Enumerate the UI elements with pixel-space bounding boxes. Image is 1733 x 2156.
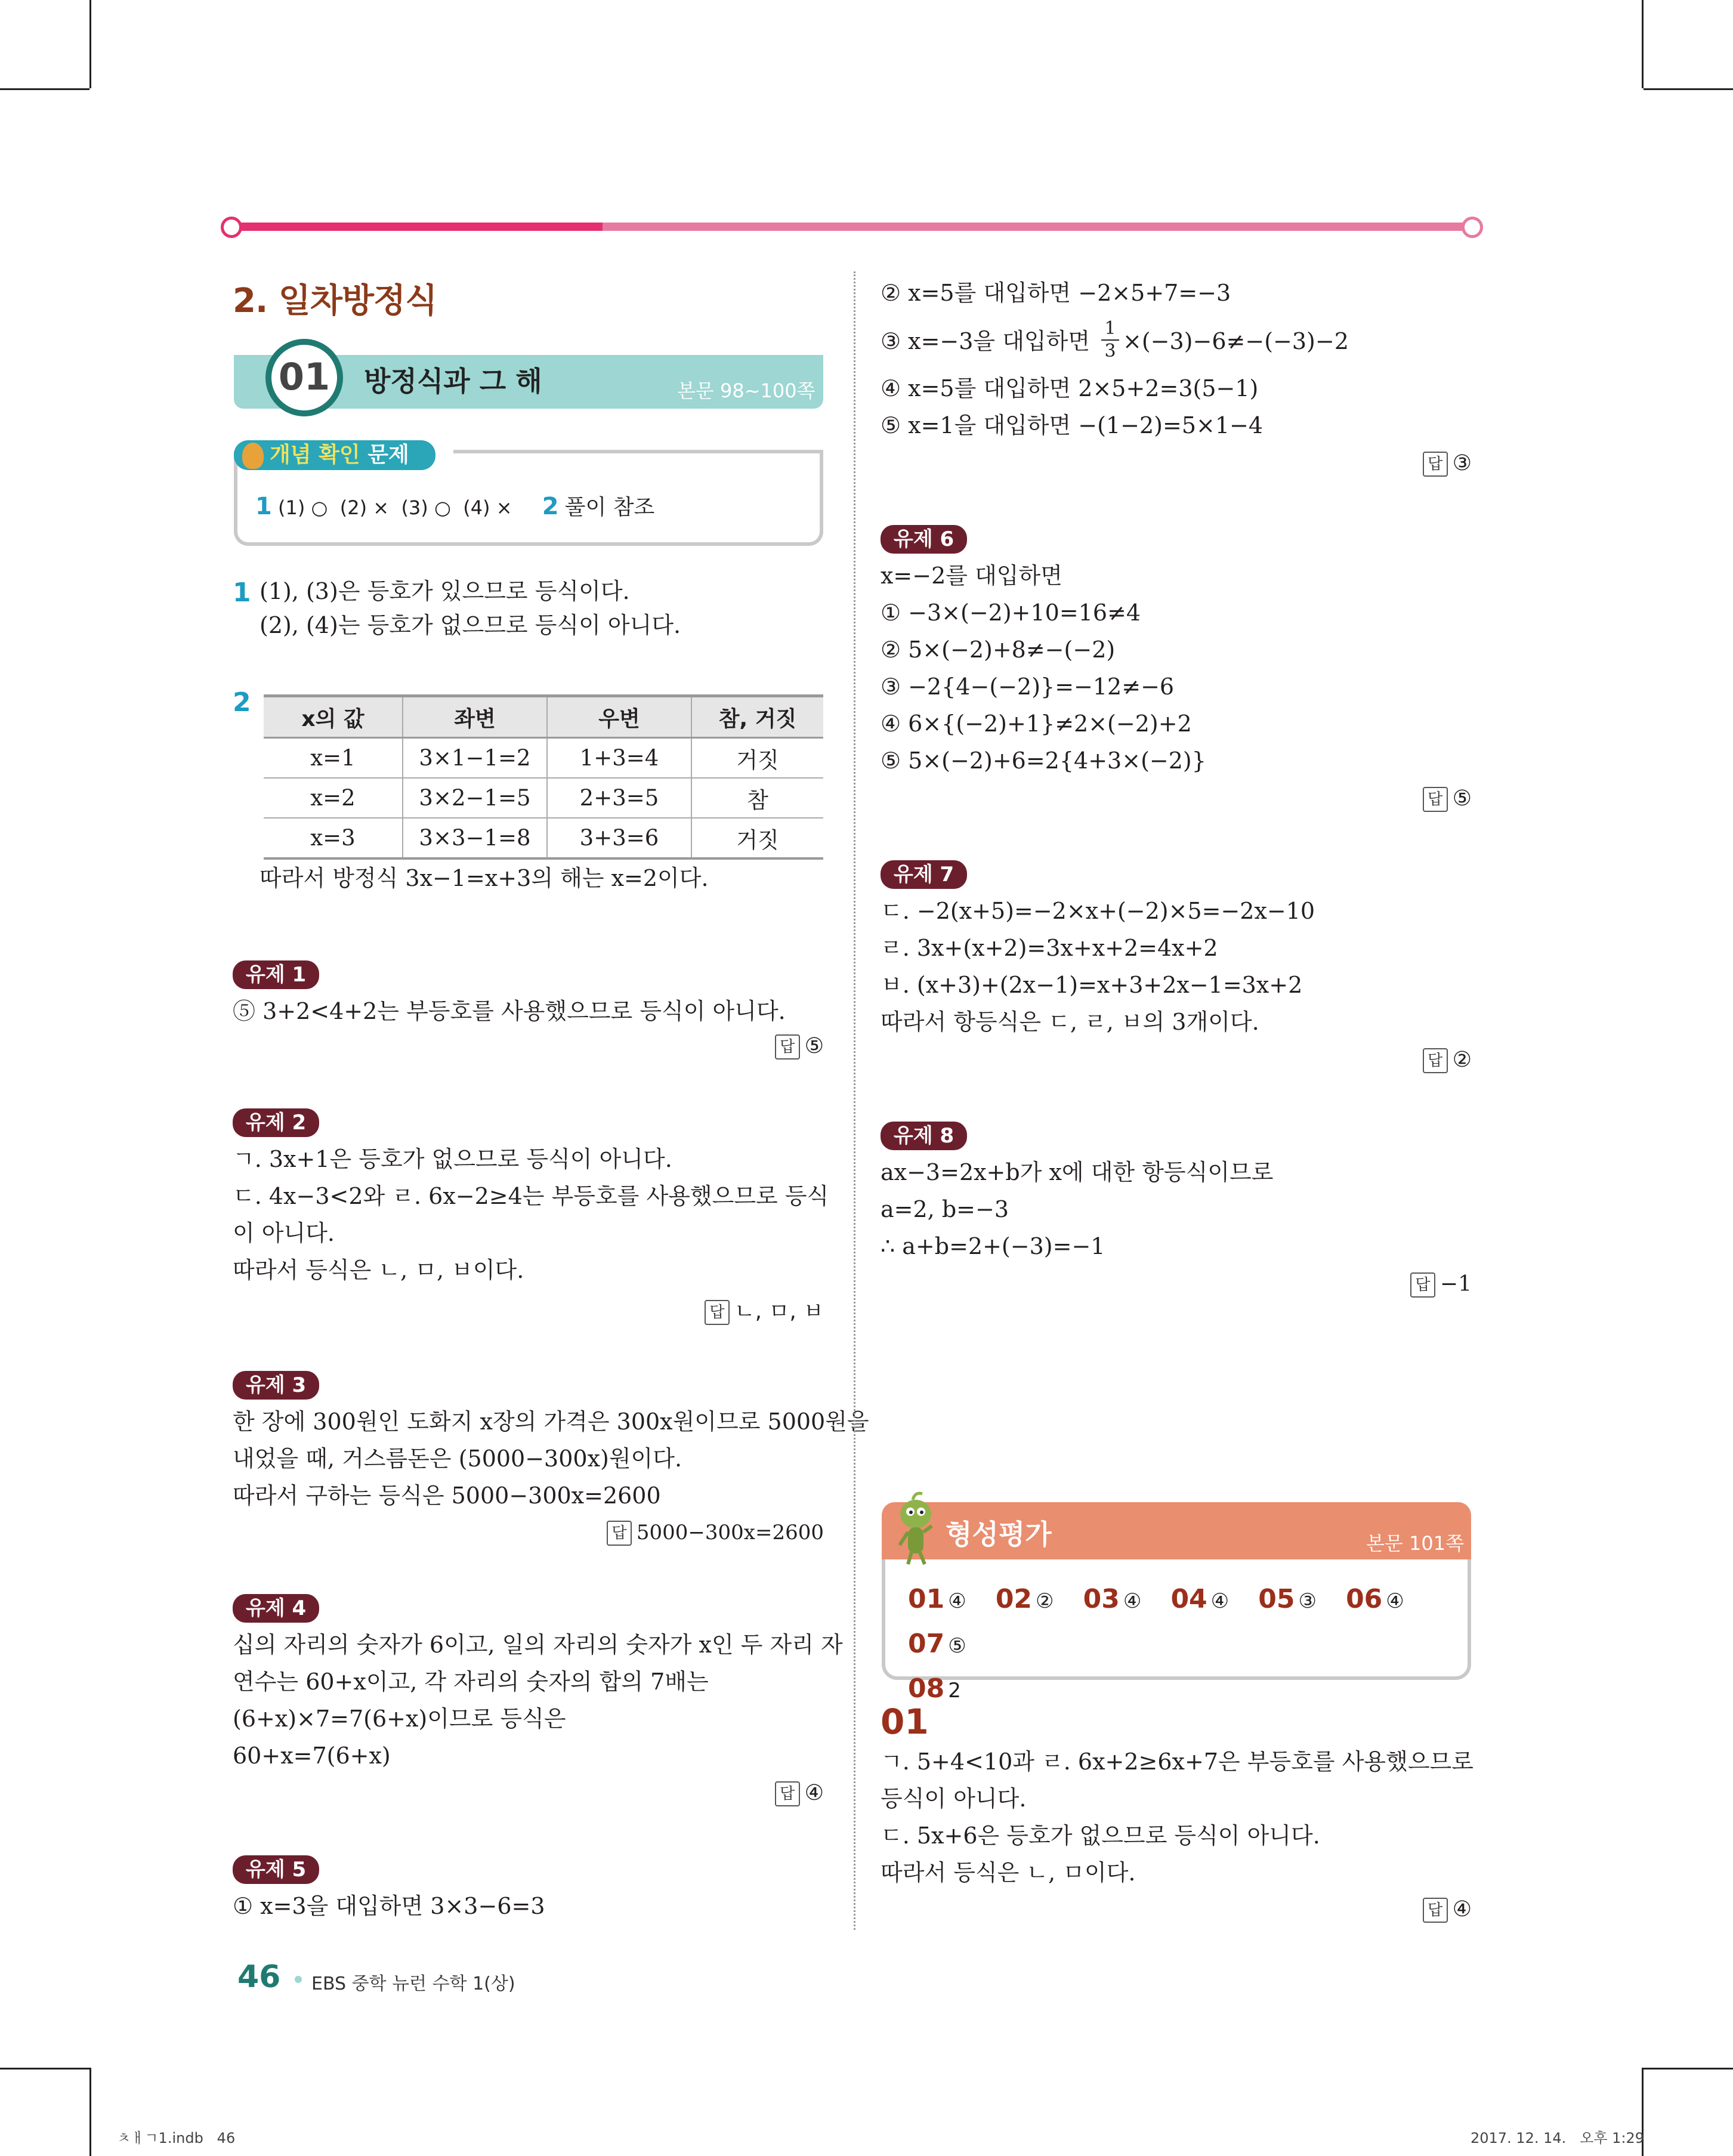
table-cell: 3×2−1=5 — [403, 778, 547, 818]
answer-label: 답 — [775, 1781, 800, 1806]
table-cell: 3×3−1=8 — [403, 818, 547, 858]
answer-label: 답 — [1410, 1272, 1435, 1298]
yuje3-tag: 유제 3 — [233, 1371, 319, 1400]
assessment-item-val: ④ — [1123, 1589, 1142, 1613]
yuje1-tag: 유제 1 — [233, 960, 319, 989]
assessment-item-val: ④ — [1386, 1589, 1404, 1613]
assessment-item-num: 02 — [995, 1584, 1033, 1614]
assessment-item — [1346, 1580, 1404, 1624]
yuje8-line: ∴ a+b=2+(−3)=−1 — [881, 1233, 1105, 1259]
print-date: 2017. 12. 14. 오후 1:29 — [1471, 2130, 1645, 2146]
lesson-number: 01 — [278, 355, 330, 399]
assessment-item-val: ④ — [948, 1589, 966, 1613]
concept-label-b: 문제 — [367, 443, 409, 467]
concept-label-a: 개념 확인 — [270, 443, 360, 467]
yuje5-line: ① x=3을 대입하면 3×3−6=3 — [233, 1893, 545, 1919]
yuje2-tag: 유제 2 — [233, 1108, 319, 1137]
assessment-item-val: 2 — [948, 1679, 961, 1703]
table-cell: x=1 — [264, 738, 403, 779]
lesson-number-badge — [265, 339, 343, 416]
sol01-line: 따라서 등식은 ㄴ, ㅁ이다. — [881, 1860, 1136, 1886]
table-header: 우변 — [547, 696, 691, 738]
assessment-page-ref: 본문 101쪽 — [1366, 1532, 1464, 1555]
assessment-item-num: 07 — [908, 1629, 945, 1659]
answer-value: 5000−300x=2600 — [636, 1521, 824, 1545]
answer-value: ③ — [1452, 451, 1472, 475]
answer-value: ⑤ — [804, 1034, 824, 1058]
fraction — [1101, 318, 1119, 362]
table-cell: 3×1−1=2 — [403, 738, 547, 779]
table-header: x의 값 — [264, 696, 403, 738]
answer-label: 답 — [705, 1300, 730, 1325]
yuje1-line: ⑤ 3+2<4+2는 부등호를 사용했으므로 등식이 아니다. — [233, 998, 786, 1024]
sol01-number: 01 — [881, 1701, 929, 1742]
assessment-item-num: 04 — [1170, 1584, 1207, 1614]
crop-mark — [89, 2068, 91, 2156]
answer-value: ② — [1452, 1048, 1472, 1072]
answer-value: ④ — [804, 1781, 824, 1805]
crop-mark — [0, 2068, 89, 2069]
yuje6-answer — [1423, 786, 1472, 812]
answer-label: 답 — [1423, 787, 1448, 812]
fraction-denominator: 3 — [1104, 341, 1116, 362]
yuje6-line: ① −3×(−2)+10=16≠4 — [881, 600, 1141, 626]
concept-q1-answers: (1) ○ (2) × (3) ○ (4) × — [278, 496, 512, 519]
q1-line: (2), (4)는 등호가 없으므로 등식이 아니다. — [260, 612, 681, 638]
answer-value: −1 — [1439, 1272, 1472, 1296]
assessment-item-val: ③ — [1298, 1589, 1317, 1613]
sol01-answer — [1423, 1897, 1472, 1923]
concept-q2-num: 2 — [542, 493, 559, 520]
assessment-item — [996, 1580, 1054, 1624]
yuje4-line: 십의 자리의 숫자가 6이고, 일의 자리의 숫자가 x인 두 자리 자 — [233, 1632, 843, 1658]
crop-mark — [1644, 2068, 1733, 2069]
table-cell: 3+3=6 — [547, 818, 691, 858]
yuje7-tag: 유제 7 — [881, 860, 967, 889]
yuje5-tag: 유제 5 — [233, 1855, 319, 1884]
answer-value: ㄴ, ㅁ, ㅂ — [734, 1299, 824, 1324]
yuje7-line: ㄹ. 3x+(x+2)=3x+x+2=4x+2 — [881, 935, 1218, 961]
table-cell: 참 — [691, 778, 823, 818]
sol01-line: 등식이 아니다. — [881, 1786, 1027, 1812]
sol01-line: ㄱ. 5+4<10과 ㄹ. 6x+2≥6x+7은 부등호를 사용했으므로 — [881, 1749, 1473, 1775]
column-divider — [854, 271, 855, 1930]
assessment-item — [1170, 1580, 1229, 1624]
yuje2-line: ㄷ. 4x−3<2와 ㄹ. 6x−2≥4는 부등호를 사용했으므로 등식 — [233, 1183, 829, 1209]
assessment-item-val: ⑤ — [948, 1634, 966, 1658]
crop-mark — [1644, 88, 1733, 90]
table-row — [264, 818, 823, 858]
assessment-item-num: 08 — [908, 1673, 945, 1704]
yuje7-line: ㅂ. (x+3)+(2x−1)=x+3+2x−1=3x+2 — [881, 972, 1303, 998]
yuje6-tag: 유제 6 — [881, 525, 967, 554]
yuje5-line: ③ x=−3을 대입하면 — [881, 328, 1091, 354]
yuje7-answer — [1423, 1048, 1472, 1073]
answer-label: 답 — [607, 1521, 632, 1546]
lesson-page-ref: 본문 98~100쪽 — [677, 379, 815, 402]
table-cell: 거짓 — [691, 738, 823, 779]
assessment-item-num: 05 — [1258, 1584, 1295, 1614]
q2-conclusion: 따라서 방정식 3x−1=x+3의 해는 x=2이다. — [260, 865, 709, 891]
table-cell: x=2 — [264, 778, 403, 818]
table-header: 좌변 — [403, 696, 547, 738]
assessment-title: 형성평가 — [946, 1518, 1052, 1550]
book-title: EBS 중학 뉴런 수학 1(상) — [311, 1973, 515, 1994]
yuje4-line: (6+x)×7=7(6+x)이므로 등식은 — [233, 1706, 566, 1732]
answer-label: 답 — [1423, 1898, 1448, 1923]
yuje8-answer — [1410, 1272, 1472, 1298]
yuje1-answer — [775, 1034, 824, 1060]
yuje2-line: 따라서 등식은 ㄴ, ㅁ, ㅂ이다. — [233, 1257, 524, 1283]
yuje5-answer — [1423, 451, 1472, 477]
yuje4-answer — [775, 1781, 824, 1806]
concept-q1-num: 1 — [255, 493, 272, 520]
crop-mark — [0, 88, 89, 90]
yuje2-line: ㄱ. 3x+1은 등호가 없으므로 등식이 아니다. — [233, 1146, 672, 1172]
fraction-numerator: 1 — [1101, 318, 1119, 341]
table-cell: 거짓 — [691, 818, 823, 858]
yuje3-line: 내었을 때, 거스름돈은 (5000−300x)원이다. — [233, 1445, 682, 1472]
yuje2-answer — [705, 1295, 824, 1325]
section-title: 2. 일차방정식 — [233, 282, 437, 320]
yuje8-line: a=2, b=−3 — [881, 1196, 1009, 1222]
crop-mark — [89, 0, 91, 88]
table-cell: 1+3=4 — [547, 738, 691, 779]
yuje7-line: ㄷ. −2(x+5)=−2×x+(−2)×5=−2x−10 — [881, 898, 1315, 924]
yuje4-tag: 유제 4 — [233, 1594, 319, 1623]
q2-number: 2 — [233, 687, 251, 718]
print-file: ㅊㅐㄱ1.indb 46 — [117, 2130, 236, 2146]
yuje6-line: x=−2를 대입하면 — [881, 563, 1062, 589]
assessment-item-val: ④ — [1210, 1589, 1230, 1613]
lesson-title: 방정식과 그 해 — [364, 365, 542, 397]
assessment-item-num: 03 — [1083, 1584, 1120, 1614]
yuje6-line: ③ −2{4−(−2)}=−12≠−6 — [881, 674, 1175, 700]
sol01-line: ㄷ. 5x+6은 등호가 없으므로 등식이 아니다. — [881, 1823, 1320, 1849]
yuje7-line: 따라서 항등식은 ㄷ, ㄹ, ㅂ의 3개이다. — [881, 1009, 1259, 1035]
mascot-icon — [895, 1490, 937, 1568]
q1-number: 1 — [233, 577, 251, 608]
page-number: 46 — [237, 1959, 281, 1995]
assessment-item — [1258, 1580, 1317, 1624]
yuje5-line: ×(−3)−6≠−(−3)−2 — [1123, 328, 1349, 354]
assessment-item-val: ② — [1036, 1589, 1054, 1613]
assessment-item-num: 06 — [1346, 1584, 1383, 1614]
yuje4-line: 60+x=7(6+x) — [233, 1743, 391, 1769]
assessment-item-num: 01 — [908, 1584, 945, 1614]
yuje8-tag: 유제 8 — [881, 1122, 967, 1150]
yuje3-line: 한 장에 300원인 도화지 x장의 가격은 300x원이므로 5000원을 — [233, 1408, 869, 1435]
answer-label: 답 — [1423, 452, 1448, 477]
table-cell: x=3 — [264, 818, 403, 858]
lightbulb-icon — [242, 443, 264, 469]
table-cell: 2+3=5 — [547, 778, 691, 818]
yuje6-line: ⑤ 5×(−2)+6=2{4+3×(−2)} — [881, 748, 1206, 774]
yuje6-line: ② 5×(−2)+8≠−(−2) — [881, 637, 1116, 663]
yuje8-line: ax−3=2x+b가 x에 대한 항등식이므로 — [881, 1159, 1274, 1185]
q1-line: (1), (3)은 등호가 있으므로 등식이다. — [260, 578, 630, 604]
assessment-item — [1083, 1580, 1142, 1624]
q2-table — [264, 694, 823, 860]
yuje5-line: ④ x=5를 대입하면 2×5+2=3(5−1) — [881, 375, 1259, 401]
footer-dot — [295, 1976, 302, 1983]
yuje3-line: 따라서 구하는 등식은 5000−300x=2600 — [233, 1482, 661, 1509]
yuje4-line: 연수는 60+x이고, 각 자리의 숫자의 합의 7배는 — [233, 1669, 709, 1695]
concept-answers — [255, 490, 654, 521]
assessment-item — [908, 1580, 966, 1624]
concept-label — [234, 440, 435, 470]
yuje2-line: 이 아니다. — [233, 1220, 335, 1246]
answer-label: 답 — [1423, 1048, 1448, 1073]
answer-value: ⑤ — [1452, 786, 1472, 811]
yuje6-line: ④ 6×{(−2)+1}≠2×(−2)+2 — [881, 711, 1192, 737]
crop-mark — [1642, 0, 1644, 88]
yuje5-line: ⑤ x=1을 대입하면 −(1−2)=5×1−4 — [881, 412, 1264, 438]
yuje3-answer — [607, 1520, 824, 1546]
table-header: 참, 거짓 — [691, 696, 823, 738]
yuje5-line: ② x=5를 대입하면 −2×5+7=−3 — [881, 280, 1231, 306]
table-row — [264, 738, 823, 779]
table-row — [264, 778, 823, 818]
concept-box-topline — [453, 450, 823, 453]
header-bar — [221, 219, 1485, 234]
assessment-item — [908, 1624, 966, 1669]
answer-label: 답 — [775, 1034, 800, 1060]
concept-q2-answer: 풀이 참조 — [564, 495, 655, 520]
answer-value: ④ — [1452, 1897, 1472, 1922]
assessment-answers — [908, 1580, 1457, 1714]
